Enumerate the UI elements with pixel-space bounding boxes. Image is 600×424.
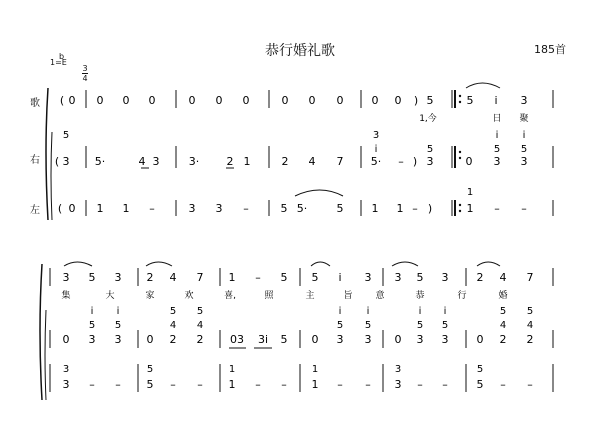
- right-mid-note: 4: [196, 320, 204, 331]
- slurs: [64, 83, 500, 266]
- left-upper-note: 5: [146, 364, 154, 375]
- left-note: –: [412, 202, 418, 215]
- left-upper-note: 3: [394, 364, 402, 375]
- left-note: –: [337, 378, 343, 391]
- voice-note: 0: [371, 94, 379, 107]
- right-note: 3: [88, 333, 96, 346]
- left-note: 1: [228, 378, 236, 391]
- right-note: 4: [138, 155, 146, 168]
- right-mid-note: 5: [364, 320, 372, 331]
- lyric: 聚: [519, 114, 529, 124]
- right-upper-note: 3: [372, 130, 380, 141]
- left-note: 5: [476, 378, 484, 391]
- voice-note: (: [59, 94, 65, 107]
- left-note: –: [417, 378, 423, 391]
- right-mid-note: 5: [416, 320, 424, 331]
- left-note: –: [442, 378, 448, 391]
- left-upper-note: 1: [466, 187, 474, 198]
- voice-note: 3: [441, 271, 449, 284]
- right-mid-note: 5: [441, 320, 449, 331]
- voice-note: 0: [122, 94, 130, 107]
- left-note: –: [521, 202, 527, 215]
- lyric: 婚: [498, 291, 508, 301]
- label-left: 左: [30, 205, 40, 216]
- lyric: 家: [145, 291, 155, 301]
- voice-note: 3: [364, 271, 372, 284]
- right-note: 3: [441, 333, 449, 346]
- voice-note: 3: [394, 271, 402, 284]
- lyric: 1,今: [419, 114, 437, 124]
- right-note: 3: [62, 155, 70, 168]
- right-note: 03: [230, 333, 244, 346]
- right-note: 4: [308, 155, 316, 168]
- left-note: 5·: [296, 202, 308, 215]
- system1-barlines: [86, 90, 553, 216]
- right-upper-note: i: [443, 306, 447, 317]
- left-note: 5: [280, 202, 288, 215]
- right-mid-note: 5: [520, 144, 528, 155]
- voice-note: 0: [242, 94, 250, 107]
- left-note: 1: [122, 202, 130, 215]
- right-note: 0: [465, 155, 473, 168]
- lyric: 意: [375, 291, 385, 301]
- left-note: 3: [188, 202, 196, 215]
- right-note: 2: [226, 155, 234, 168]
- right-note: 5·: [94, 155, 106, 168]
- left-note: –: [170, 378, 176, 391]
- left-note: 5: [146, 378, 154, 391]
- right-mid-note: 5: [88, 320, 96, 331]
- right-note: 3: [493, 155, 501, 168]
- right-mid-note: 5: [426, 144, 434, 155]
- left-note: 3: [394, 378, 402, 391]
- right-upper-note: 5: [196, 306, 204, 317]
- voice-note: 0: [336, 94, 344, 107]
- right-note: 3·: [188, 155, 200, 168]
- voice-note: 5: [426, 94, 434, 107]
- right-note: 0: [476, 333, 484, 346]
- voice-note: 5: [416, 271, 424, 284]
- right-note: 3: [336, 333, 344, 346]
- right-note: 2: [281, 155, 289, 168]
- key-note: E: [61, 58, 67, 67]
- voice-note: 0: [148, 94, 156, 107]
- voice-note: 0: [281, 94, 289, 107]
- right-note: 0: [394, 333, 402, 346]
- piece-number: 185首: [534, 43, 566, 56]
- right-note: 3i: [257, 333, 269, 346]
- lyric: 行: [457, 291, 467, 301]
- left-note: 1: [311, 378, 319, 391]
- right-upper-note: i: [495, 130, 499, 141]
- right-note: ): [412, 155, 418, 168]
- right-note: 2: [526, 333, 534, 346]
- system1-notes: [55, 94, 529, 215]
- left-upper-note: 1: [228, 364, 236, 375]
- lyric: 照: [264, 291, 274, 301]
- left-note: –: [149, 202, 155, 215]
- left-note: 3: [215, 202, 223, 215]
- right-upper-note: 5: [499, 306, 507, 317]
- left-note: –: [500, 378, 506, 391]
- right-upper-note: 5: [62, 130, 70, 141]
- left-note: (: [57, 202, 63, 215]
- voice-note: 2: [476, 271, 484, 284]
- left-upper-note: 5: [476, 364, 484, 375]
- voice-note: 7: [196, 271, 204, 284]
- system1-inner-brace: [51, 132, 52, 220]
- right-mid-note: 5: [336, 320, 344, 331]
- voice-note: 4: [169, 271, 177, 284]
- left-note: 1: [371, 202, 379, 215]
- left-note: ): [427, 202, 433, 215]
- right-note: 3: [416, 333, 424, 346]
- voice-note: 0: [96, 94, 104, 107]
- right-note: 1: [243, 155, 251, 168]
- right-upper-note: i: [116, 306, 120, 317]
- voice-note: i: [338, 271, 342, 284]
- right-note: 5: [280, 333, 288, 346]
- voice-note: 0: [394, 94, 402, 107]
- key-flat: b: [59, 52, 65, 61]
- lyric: 喜,: [224, 291, 236, 301]
- right-upper-note: i: [366, 306, 370, 317]
- right-mid-note: 4: [499, 320, 507, 331]
- voice-note: 1: [228, 271, 236, 284]
- voice-note: 0: [215, 94, 223, 107]
- right-note: 3: [114, 333, 122, 346]
- voice-note: 5: [280, 271, 288, 284]
- right-mid-note: 4: [169, 320, 177, 331]
- right-note: 2: [169, 333, 177, 346]
- time-bottom: 4: [82, 74, 88, 83]
- right-upper-note: i: [418, 306, 422, 317]
- left-note: –: [89, 378, 95, 391]
- repeat-dots: [459, 95, 461, 212]
- right-note: 3: [152, 155, 160, 168]
- key-prefix: 1=: [50, 58, 62, 67]
- voice-note: 5: [88, 271, 96, 284]
- left-note: –: [527, 378, 533, 391]
- voice-note: ): [413, 94, 419, 107]
- voice-note: 5: [466, 94, 474, 107]
- right-note: 0: [146, 333, 154, 346]
- left-note: –: [243, 202, 249, 215]
- system2-notes: [61, 271, 533, 391]
- right-upper-note: 5: [169, 306, 177, 317]
- left-note: 1: [466, 202, 474, 215]
- voice-note: 0: [188, 94, 196, 107]
- right-mid-note: 5: [493, 144, 501, 155]
- system1-brace: [46, 88, 48, 220]
- right-note: 2: [196, 333, 204, 346]
- left-note: –: [281, 378, 287, 391]
- right-note: 3: [364, 333, 372, 346]
- left-note: 3: [62, 378, 70, 391]
- lyric: 恭: [415, 291, 425, 301]
- right-note: 3: [520, 155, 528, 168]
- score-title: 恭行婚礼歌: [265, 43, 335, 59]
- left-note: –: [115, 378, 121, 391]
- lyric: 欢: [184, 291, 194, 301]
- lyric: 日: [492, 114, 502, 124]
- left-note: –: [365, 378, 371, 391]
- left-note: 0: [68, 202, 76, 215]
- voice-note: 3: [520, 94, 528, 107]
- right-mid-note: i: [374, 144, 378, 155]
- voice-note: 0: [308, 94, 316, 107]
- left-note: 1: [96, 202, 104, 215]
- right-upper-note: 5: [526, 306, 534, 317]
- right-note: 2: [499, 333, 507, 346]
- right-note: 3: [426, 155, 434, 168]
- right-note: (: [54, 155, 60, 168]
- right-mid-note: 4: [526, 320, 534, 331]
- time-top: 3: [82, 64, 88, 73]
- label-right: 右: [30, 155, 40, 166]
- right-mid-note: 5: [114, 320, 122, 331]
- right-note: 0: [311, 333, 319, 346]
- lyric: 主: [305, 291, 315, 301]
- system2-inner-brace: [45, 310, 46, 400]
- lyric: 集: [61, 291, 71, 301]
- voice-note: i: [494, 94, 498, 107]
- right-note: 5·: [370, 155, 382, 168]
- system2-brace: [40, 264, 42, 400]
- voice-note: 7: [526, 271, 534, 284]
- lyric: 旨: [343, 291, 353, 301]
- right-upper-note: i: [338, 306, 342, 317]
- right-upper-note: i: [90, 306, 94, 317]
- left-note: 1: [396, 202, 404, 215]
- left-note: 5: [336, 202, 344, 215]
- beams: [141, 168, 272, 348]
- right-note: 7: [336, 155, 344, 168]
- left-upper-note: 3: [62, 364, 70, 375]
- voice-note: 2: [146, 271, 154, 284]
- left-note: –: [255, 378, 261, 391]
- left-note: –: [197, 378, 203, 391]
- voice-note: 3: [62, 271, 70, 284]
- right-note: 0: [62, 333, 70, 346]
- right-note: –: [398, 155, 404, 168]
- voice-note: –: [255, 271, 261, 284]
- right-upper-note: i: [522, 130, 526, 141]
- left-note: –: [494, 202, 500, 215]
- lyric: 大: [105, 291, 115, 301]
- label-voice: 歌: [30, 98, 40, 109]
- left-upper-note: 1: [311, 364, 319, 375]
- voice-note: 3: [114, 271, 122, 284]
- voice-note: 0: [68, 94, 76, 107]
- voice-note: 5: [311, 271, 319, 284]
- voice-note: 4: [499, 271, 507, 284]
